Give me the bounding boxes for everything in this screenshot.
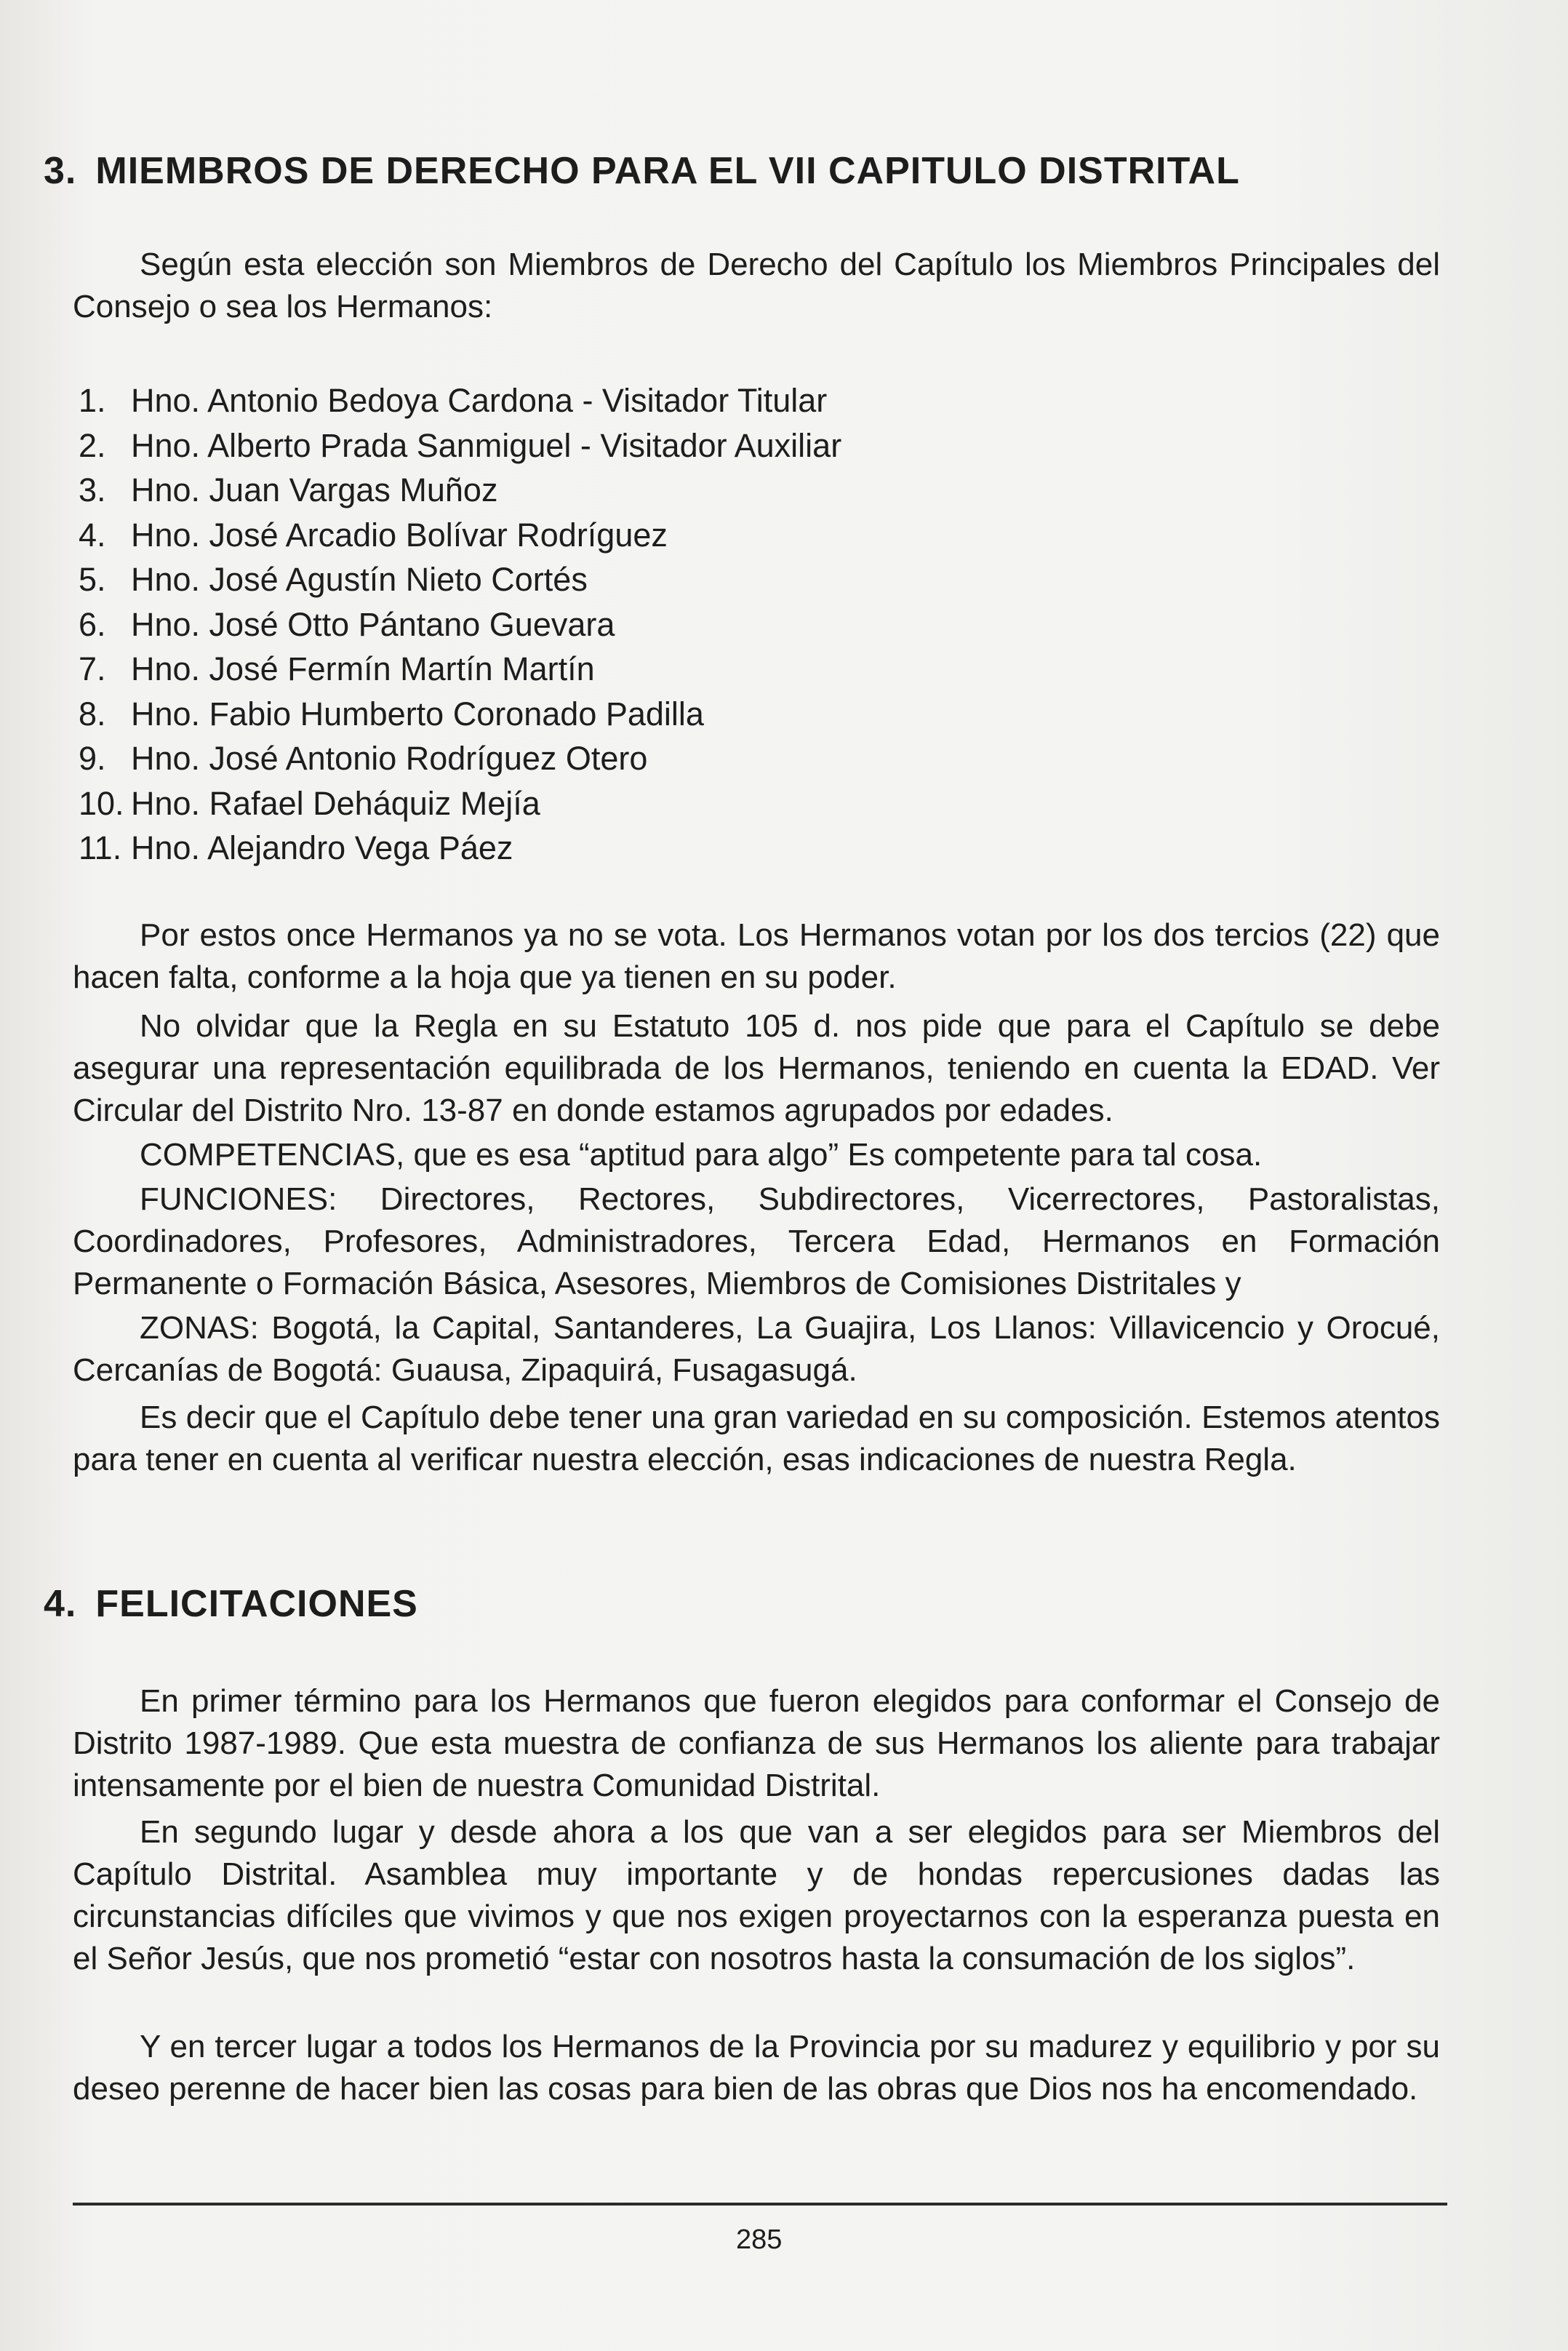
paragraph: No olvidar que la Regla en su Estatuto 105 d. nos pide que para el Capítulo se debe asegurar una representación equilibrada de los Hermanos, teniendo en cuenta la EDAD. Ver Circular del Distrito Nro. 13-87 en donde estamos agrupados por edades. — [73, 1008, 1440, 1128]
section-4-heading — [44, 1582, 418, 1626]
list-item — [79, 602, 841, 647]
section-3-heading — [44, 149, 1240, 193]
list-item — [79, 692, 841, 737]
list-item — [79, 468, 841, 513]
list-item — [79, 557, 841, 602]
list-item-number: 4. — [79, 516, 106, 554]
paragraph: COMPETENCIAS, que es esa “aptitud para algo” Es competente para tal cosa. — [140, 1137, 1263, 1173]
list-item-name: Hno. José Agustín Nieto Cortés — [131, 561, 588, 598]
list-item — [79, 826, 841, 871]
list-item — [79, 781, 841, 826]
list-item-name: Hno. Fabio Humberto Coronado Padilla — [131, 695, 704, 733]
list-item — [79, 423, 841, 468]
list-item-number: 7. — [79, 650, 106, 687]
section-4-number: 4. — [44, 1583, 77, 1625]
members-list — [79, 378, 841, 871]
list-item-number: 1. — [79, 382, 106, 419]
paragraph: En segundo lugar y desde ahora a los que van a ser elegidos para ser Miembros del Capítulo Distrital. Asamblea muy importante y de hondas repercusiones dadas las circunstancias difíciles que vivimos y que nos exigen proyectarnos con la esperanza puesta en el Señor Jesús, que nos prometió “estar con nosotros hasta la consumación de los siglos”. — [73, 1814, 1440, 1976]
list-item-number: 11. — [79, 829, 122, 866]
list-item-number: 8. — [79, 695, 106, 733]
list-item — [79, 647, 841, 692]
list-item-name: Hno. Alberto Prada Sanmiguel - Visitador Auxiliar — [131, 426, 842, 464]
paragraph: ZONAS: Bogotá, la Capital, Santanderes, La Guajira, Los Llanos: Villavicencio y Orocué, Cercanías de Bogotá: Guausa, Zipaquirá, Fusagasugá. — [73, 1310, 1440, 1388]
list-item-name: Hno. Juan Vargas Muñoz — [131, 471, 498, 508]
list-item — [79, 378, 841, 423]
list-item-name: Hno. Rafael Deháquiz Mejía — [131, 784, 540, 822]
paragraph: En primer término para los Hermanos que fueron elegidos para conformar el Consejo de Distrito 1987-1989. Que esta muestra de confianza de sus Hermanos los aliente para trabajar intensamente por el bien de nuestra Comunidad Distrital. — [73, 1683, 1440, 1803]
list-item-number: 2. — [79, 426, 106, 464]
paragraph: Y en tercer lugar a todos los Hermanos de la Provincia por su madurez y equilibrio y por su deseo perenne de hacer bien las cosas para bien de las obras que Dios nos ha encomendado. — [73, 2029, 1440, 2107]
list-item-number: 10. — [79, 784, 124, 822]
list-item-name: Hno. José Arcadio Bolívar Rodríguez — [131, 516, 668, 554]
list-item-name: Hno. José Fermín Martín Martín — [131, 650, 595, 687]
section-3-number: 3. — [44, 150, 77, 192]
list-item — [79, 513, 841, 558]
footer-rule — [73, 2203, 1447, 2206]
list-item-number: 5. — [79, 561, 106, 598]
list-item-name: Hno. Antonio Bedoya Cardona - Visitador Titular — [131, 382, 828, 419]
paragraph: FUNCIONES: Directores, Rectores, Subdirectores, Vicerrectores, Pastoralistas, Coordinadores, Profesores, Administradores, Tercera Edad, Hermanos en Formación Permanente o Formación Básica, Asesores, Miembros de Comisiones Distritales y — [73, 1181, 1440, 1301]
list-item-number: 3. — [79, 471, 106, 508]
list-item-name: Hno. José Otto Pántano Guevara — [131, 605, 615, 643]
list-item-name: Hno. José Antonio Rodríguez Otero — [131, 740, 648, 777]
paragraph: Es decir que el Capítulo debe tener una gran variedad en su composición. Estemos atentos para tener en cuenta al verificar nuestra elección, esas indicaciones de nuestra Regla. — [73, 1400, 1440, 1477]
list-item — [79, 736, 841, 781]
list-item-name: Hno. Alejandro Vega Páez — [131, 829, 513, 866]
list-item-number: 9. — [79, 740, 106, 777]
page-number: 285 — [736, 2224, 783, 2255]
section-4-title: FELICITACIONES — [95, 1583, 418, 1625]
section-3-intro: Según esta elección son Miembros de Derecho del Capítulo los Miembros Principales del Consejo o sea los Hermanos: — [73, 247, 1440, 324]
list-item-number: 6. — [79, 605, 106, 643]
paragraph: Por estos once Hermanos ya no se vota. Los Hermanos votan por los dos tercios (22) que hacen falta, conforme a la hoja que ya tienen en su poder. — [73, 917, 1440, 995]
section-3-title: MIEMBROS DE DERECHO PARA EL VII CAPITULO DISTRITAL — [95, 150, 1240, 192]
